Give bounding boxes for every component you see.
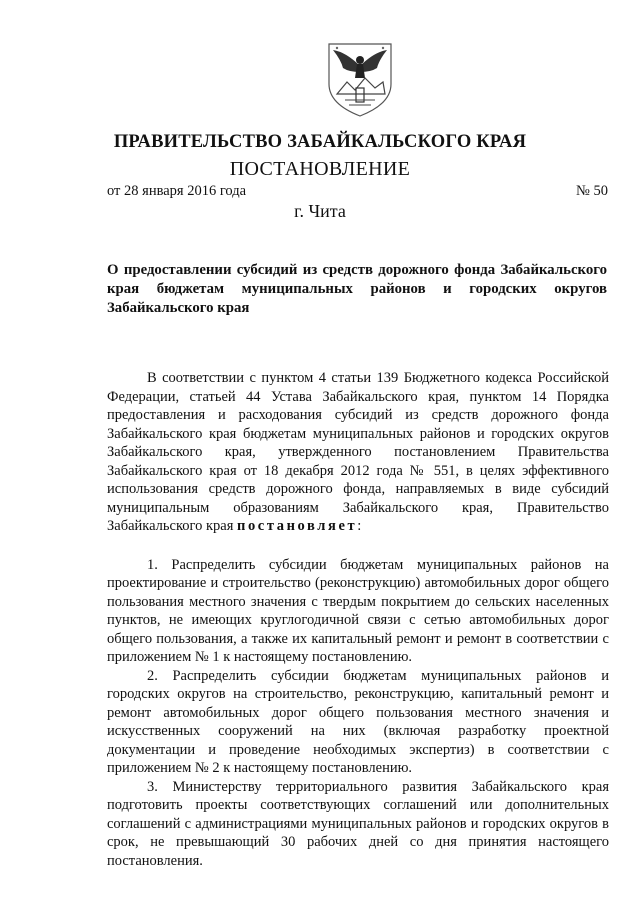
intro-paragraph xyxy=(107,369,609,536)
list-item: 2. Распределить субсидии бюджетам муниципальных районов и городских округов на строительство, реконструкцию, капитальный ремонт и ремонт автомобильных дорог общего пользования местного значения и искусственных сооружений на них (включая разработку проектной документации и проведение необходимых экспертиз) в соответствии с приложением № 2 к настоящему постановлению. xyxy=(107,667,609,776)
document-type: ПОСТАНОВЛЕНИЕ xyxy=(229,158,411,180)
intro-text: В соответствии с пунктом 4 статьи 139 Бюджетного кодекса Российской Федерации, статьей 44 Устава Забайкальского края, пунктом 14 Порядка предоставления и расходования субсидий из средств дорожного фонда Забайкальского края бюджетам муниципальных районов и городских округов Забайкальского края, утвержденного постановлением Правительства Забайкальского края от 18 декабря 2012 года № 551, в целях эффективного использования средств дорожного фонда, направляемых в виде субсидий муниципальным образованиям Забайкальского края, Правительство Забайкальского края xyxy=(107,370,609,534)
decree-keyword: постановляет xyxy=(237,518,358,534)
document-body xyxy=(107,369,609,870)
document-city: г. Чита xyxy=(294,201,346,221)
document-number: № 50 xyxy=(576,183,608,199)
intro-end: : xyxy=(357,518,362,534)
document-date: от 28 января 2016 года xyxy=(107,183,247,199)
list-item: 3. Министерству территориального развития Забайкальского края подготовить проекты соответствующих соглашений или дополнительных соглашений с администрациями муниципальных районов и городских округов в срок, не превышающий 30 рабочих дней со дня принятия настоящего постановления. xyxy=(107,778,609,869)
list-item: 1. Распределить субсидии бюджетам муниципальных районов на проектирование и строительство (реконструкцию) автомобильных дорог общего пользования местного значения с твердым покрытием до сельских населенных пунктов, не имеющих круглогодичной связи с сетью автомобильных дорог общего пользования, а также их капитальный ремонт и ремонт в соответствии с приложением № 1 к настоящему постановлению. xyxy=(107,556,609,665)
organization-title: ПРАВИТЕЛЬСТВО ЗАБАЙКАЛЬСКОГО КРАЯ xyxy=(113,132,527,152)
coat-of-arms-icon xyxy=(321,38,399,118)
document-title: О предоставлении субсидий из средств дорожного фонда Забайкальского края бюджетам муниципальных районов и городских округов Забайкальского края xyxy=(107,262,607,316)
